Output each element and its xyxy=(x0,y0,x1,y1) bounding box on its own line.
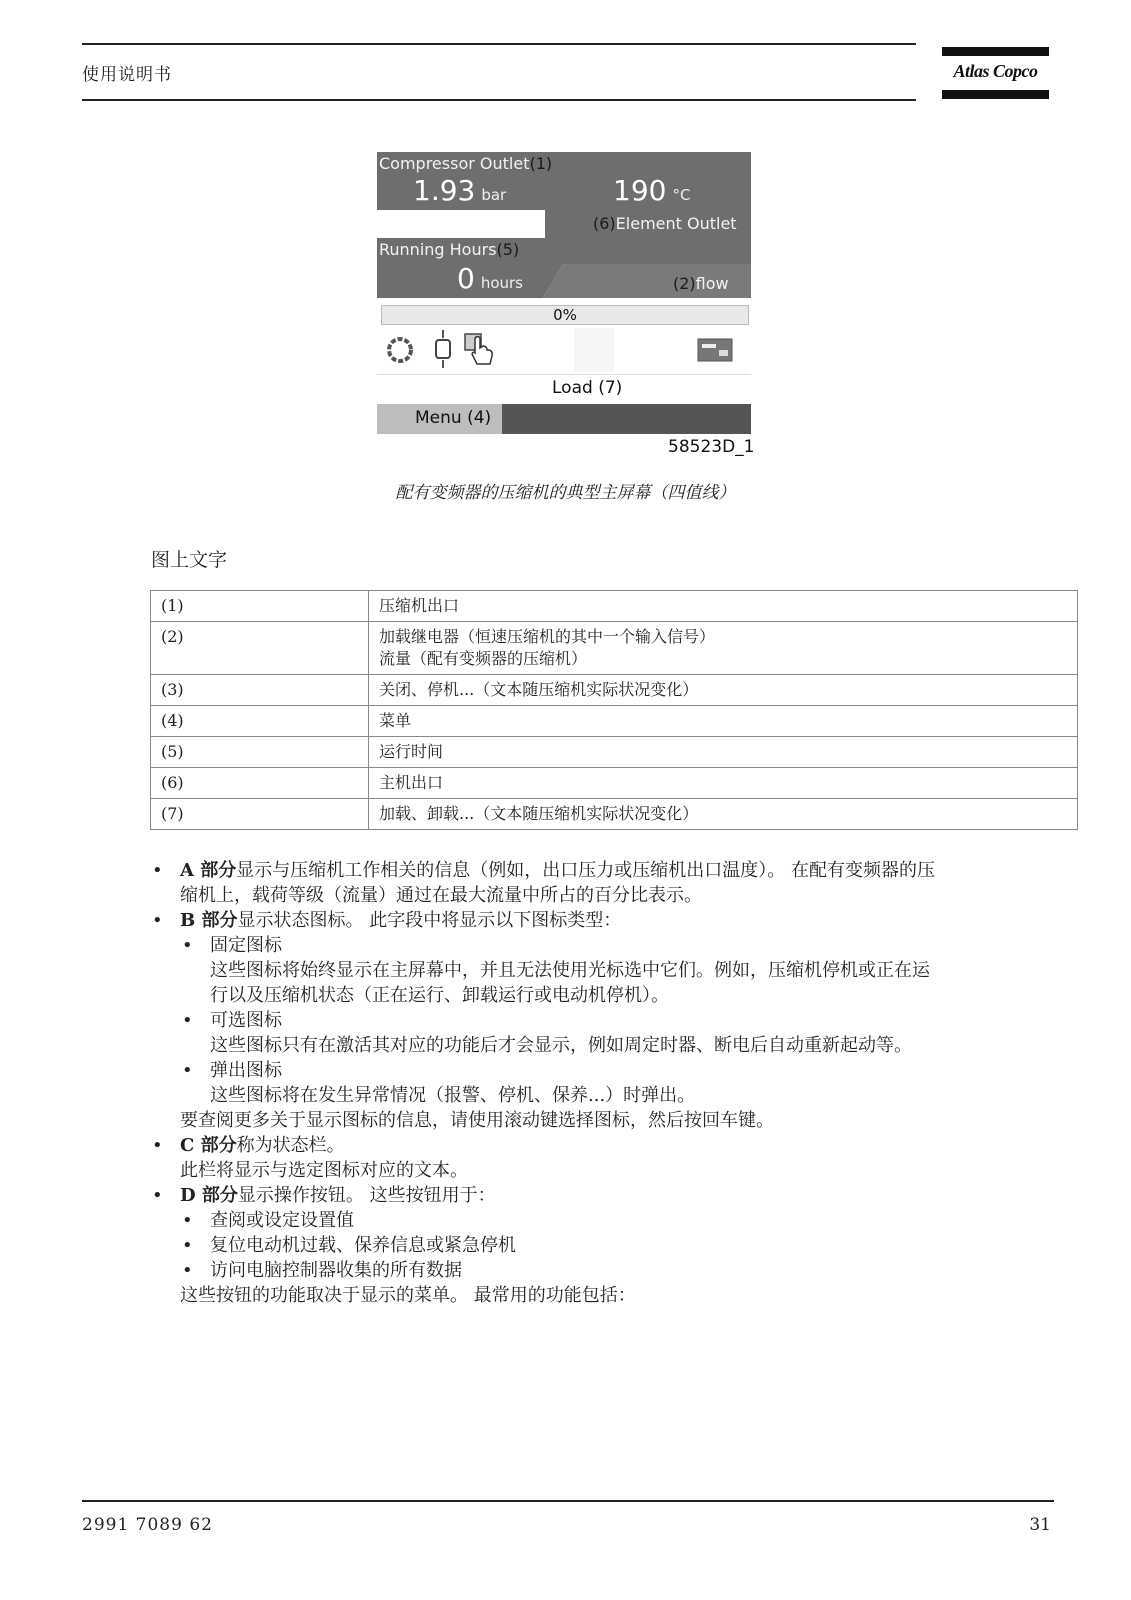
legend-key: (7) xyxy=(151,799,369,830)
legend-description xyxy=(369,706,1078,737)
legend-description xyxy=(369,675,1078,706)
sub-item-optional-text: 这些图标只有在激活其对应的功能后才会显示，例如周定时器、断电后自动重新起动等。 xyxy=(210,1035,912,1056)
document-number: 2991 7089 62 xyxy=(82,1515,213,1535)
bullet: • xyxy=(152,860,163,881)
legend-table xyxy=(150,590,1078,830)
element-outlet-label: (6)Element Outlet xyxy=(593,214,737,233)
progress-text: 0% xyxy=(553,306,577,324)
sub-item-d2: • 复位电动机过载、保养信息或紧急停机 xyxy=(182,1235,516,1256)
legend-description xyxy=(369,622,1078,675)
legend-line: 加载继电器（恒速压缩机的其中一个输入信号） xyxy=(379,627,716,646)
controller-screen-figure xyxy=(377,152,751,434)
bullet: • xyxy=(182,1060,193,1081)
legend-line: 运行时间 xyxy=(379,742,444,761)
bullet: • xyxy=(182,1235,193,1256)
legend-description xyxy=(369,591,1078,622)
temperature-unit: °C xyxy=(672,186,691,204)
hours-readout xyxy=(457,262,523,295)
legend-description xyxy=(369,799,1078,830)
logo-bar-top xyxy=(942,47,1049,56)
flow-label: (2)flow xyxy=(673,274,729,293)
footer-rule xyxy=(82,1500,1054,1502)
bullet: • xyxy=(182,1010,193,1031)
hours-value: 0 xyxy=(457,262,475,295)
button-bar xyxy=(377,404,751,434)
sub-item-fixed-text-2: 行以及压缩机状态（正在运行、卸载运行或电动机停机）。 xyxy=(210,985,669,1006)
hand-touch-icon xyxy=(463,332,497,368)
bullet: • xyxy=(152,1135,163,1156)
legend-line: 流量（配有变频器的压缩机） xyxy=(379,649,588,668)
motor-icon xyxy=(431,330,455,370)
pressure-readout xyxy=(413,174,506,207)
temperature-readout xyxy=(613,174,690,207)
button-bar-empty xyxy=(502,404,751,434)
legend-line: 关闭、停机...（文本随压缩机实际状况变化） xyxy=(379,680,699,699)
compressor-outlet-label: Compressor Outlet(1) xyxy=(379,154,553,173)
list-item-d: • D 部分显示操作按钮。 这些按钮用于： xyxy=(152,1185,496,1206)
stop-ring-icon xyxy=(385,335,415,365)
table-row xyxy=(151,591,1078,622)
bullet: • xyxy=(182,1210,193,1231)
legend-heading: 图上文字 xyxy=(151,549,228,571)
flow-progress-bar xyxy=(377,302,751,326)
page-number: 31 xyxy=(1029,1515,1051,1535)
legend-line: 菜单 xyxy=(379,711,412,730)
legend-key: (5) xyxy=(151,737,369,768)
sub-item-fixed-icons: • 固定图标 xyxy=(182,935,282,956)
status-bar xyxy=(377,374,751,403)
list-item-c: • C 部分称为状态栏。 xyxy=(152,1135,345,1156)
pressure-value: 1.93 xyxy=(413,174,476,207)
bullet: • xyxy=(182,1260,193,1281)
figure-caption: 配有变频器的压缩机的典型主屏幕（四值线） xyxy=(395,483,736,503)
sub-item-popup-icons: • 弹出图标 xyxy=(182,1060,282,1081)
legend-key: (1) xyxy=(151,591,369,622)
legend-description xyxy=(369,737,1078,768)
figure-code: 58523D_1 xyxy=(668,437,755,457)
table-row xyxy=(151,737,1078,768)
logo-bar-bottom xyxy=(942,90,1049,99)
sub-item-optional-icons: • 可选图标 xyxy=(182,1010,282,1031)
temperature-value: 190 xyxy=(613,174,667,207)
table-row xyxy=(151,622,1078,675)
legend-description xyxy=(369,768,1078,799)
sub-item-d3: • 访问电脑控制器收集的所有数据 xyxy=(182,1260,462,1281)
status-text: Load (7) xyxy=(552,378,623,398)
table-row xyxy=(151,675,1078,706)
legend-line: 压缩机出口 xyxy=(379,596,460,615)
status-icons-row xyxy=(377,328,751,372)
list-item-a-cont: 缩机上，载荷等级（流量）通过在最大流量中所占的百分比表示。 xyxy=(180,885,702,906)
list-item-d-note: 这些按钮的功能取决于显示的菜单。 最常用的功能包括： xyxy=(180,1285,636,1306)
list-item-c-note: 此栏将显示与选定图标对应的文本。 xyxy=(180,1160,468,1181)
bullet: • xyxy=(182,935,193,956)
header-rule-top xyxy=(82,43,916,45)
running-hours-label: Running Hours(5) xyxy=(379,240,520,259)
menu-button xyxy=(377,404,502,434)
list-item-b: • B 部分显示状态图标。 此字段中将显示以下图标类型： xyxy=(152,910,622,931)
body-text xyxy=(150,858,1050,1308)
bullet: • xyxy=(152,1185,163,1206)
logo-text: Atlas Copco xyxy=(953,61,1038,81)
legend-line: 加载、卸载...（文本随压缩机实际状况变化） xyxy=(379,804,699,823)
table-row xyxy=(151,706,1078,737)
menu-button-label: Menu (4) xyxy=(415,408,492,428)
icon-slot-empty xyxy=(574,328,614,372)
table-row xyxy=(151,799,1078,830)
table-row xyxy=(151,768,1078,799)
legend-key: (2) xyxy=(151,622,369,675)
card-icon xyxy=(697,338,733,362)
sub-item-fixed-text-1: 这些图标将始终显示在主屏幕中，并且无法使用光标选中它们。例如，压缩机停机或正在运 xyxy=(210,960,930,981)
legend-key: (4) xyxy=(151,706,369,737)
list-item-a: • A 部分显示与压缩机工作相关的信息（例如，出口压力或压缩机出口温度）。 在配有变频器的压 xyxy=(152,860,935,881)
header-rule-bottom xyxy=(82,99,916,101)
atlas-copco-logo xyxy=(942,47,1049,99)
progress-track xyxy=(381,305,749,325)
pressure-unit: bar xyxy=(481,186,507,204)
legend-line: 主机出口 xyxy=(379,773,444,792)
sub-item-d1: • 查阅或设定设置值 xyxy=(182,1210,354,1231)
sub-item-popup-text: 这些图标将在发生异常情况（报警、停机、保养...）时弹出。 xyxy=(210,1085,696,1106)
list-item-b-note: 要查阅更多关于显示图标的信息，请使用滚动键选择图标，然后按回车键。 xyxy=(180,1110,774,1131)
document-title: 使用说明书 xyxy=(82,65,172,85)
hours-unit: hours xyxy=(480,274,524,292)
bullet: • xyxy=(152,910,163,931)
legend-key: (6) xyxy=(151,768,369,799)
legend-key: (3) xyxy=(151,675,369,706)
